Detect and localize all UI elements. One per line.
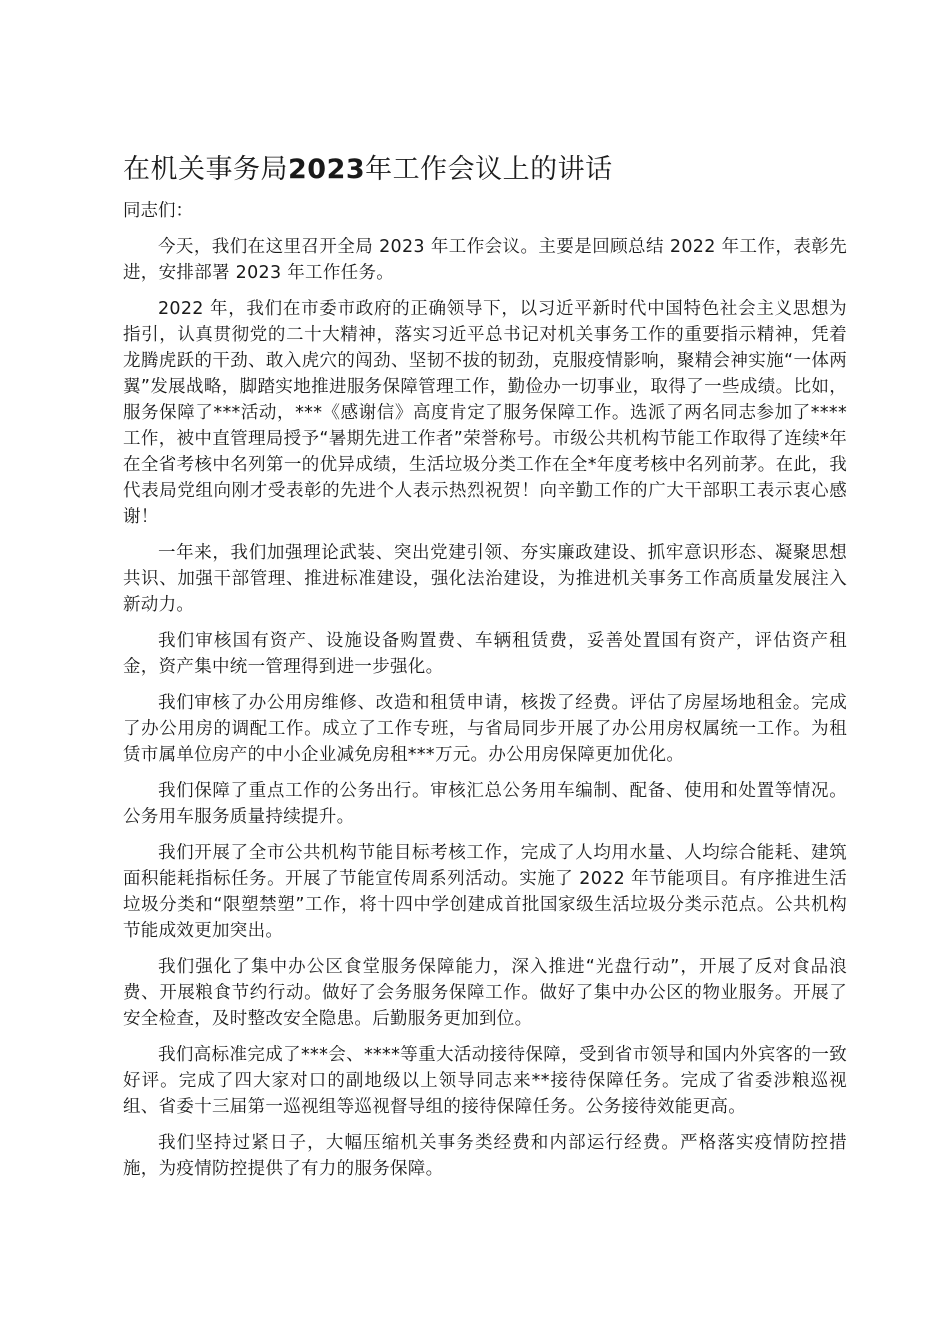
paragraph-10: 我们坚持过紧日子，大幅压缩机关事务类经费和内部运行经费。严格落实疫情防控措施，为疫情防控提供了有力的服务保障。 <box>123 1133 847 1179</box>
paragraph-7: 我们开展了全市公共机构节能目标考核工作，完成了人均用水量、人均综合能耗、建筑面积能耗指标任务。开展了节能宣传周系列活动。实施了 2022 年节能项目。有序推进生活垃圾分类和“限塑禁塑”工作，将十四中学创建成首批国家级生活垃圾分类示范点。公共机构节能成效更加突出。 <box>123 843 847 941</box>
title-year: 2023 <box>288 154 366 185</box>
title-suffix: 年工作会议上的讲话 <box>365 154 613 185</box>
paragraph-1: 今天，我们在这里召开全局 2023 年工作会议。主要是回顾总结 2022 年工作，表彰先进，安排部署 2023 年工作任务。 <box>123 237 847 283</box>
paragraph-4: 我们审核国有资产、设施设备购置费、车辆租赁费，妥善处置国有资产，评估资产租金，资产集中统一管理得到进一步强化。 <box>123 631 847 677</box>
paragraph-8: 我们强化了集中办公区食堂服务保障能力，深入推进“光盘行动”，开展了反对食品浪费、开展粮食节约行动。做好了会务服务保障工作。做好了集中办公区的物业服务。开展了安全检查，及时整改安全隐患。后勤服务更加到位。 <box>123 957 847 1029</box>
paragraph-9: 我们高标准完成了***会、****等重大活动接待保障，受到省市领导和国内外宾客的一致好评。完成了四大家对口的副地级以上领导同志来**接待保障任务。完成了省委涉粮巡视组、省委十三届第一巡视组等巡视督导组的接待保障任务。公务接待效能更高。 <box>123 1045 847 1117</box>
title-prefix: 在机关事务局 <box>123 154 288 185</box>
salutation: 同志们： <box>123 201 193 221</box>
paragraph-5: 我们审核了办公用房维修、改造和租赁申请，核拨了经费。评估了房屋场地租金。完成了办公用房的调配工作。成立了工作专班，与省局同步开展了办公用房权属统一工作。为租赁市属单位房产的中小企业减免房租***万元。办公用房保障更加优化。 <box>123 693 847 765</box>
document-page <box>123 150 847 1192</box>
paragraph-3: 一年来，我们加强理论武装、突出党建引领、夯实廉政建设、抓牢意识形态、凝聚思想共识、加强干部管理、推进标准建设，强化法治建设，为推进机关事务工作高质量发展注入新动力。 <box>123 543 847 615</box>
document-title <box>123 150 847 190</box>
paragraph-2: 2022 年，我们在市委市政府的正确领导下，以习近平新时代中国特色社会主义思想为指引，认真贯彻党的二十大精神，落实习近平总书记对机关事务工作的重要指示精神，凭着龙腾虎跃的干劲、敢入虎穴的闯劲、坚韧不拔的韧劲，克服疫情影响，聚精会神实施“一体两翼”发展战略，脚踏实地推进服务保障管理工作，勤俭办一切事业，取得了一些成绩。比如，服务保障了***活动，***《感谢信》高度肯定了服务保障工作。选派了两名同志参加了****工作，被中直管理局授予“暑期先进工作者”荣誉称号。市级公共机构节能工作取得了连续*年在全省考核中名列第一的优异成绩，生活垃圾分类工作在全*年度考核中名列前茅。在此，我代表局党组向刚才受表彰的先进个人表示热烈祝贺！向辛勤工作的广大干部职工表示衷心感谢！ <box>123 299 847 527</box>
paragraph-6: 我们保障了重点工作的公务出行。审核汇总公务用车编制、配备、使用和处置等情况。公务用车服务质量持续提升。 <box>123 781 847 827</box>
